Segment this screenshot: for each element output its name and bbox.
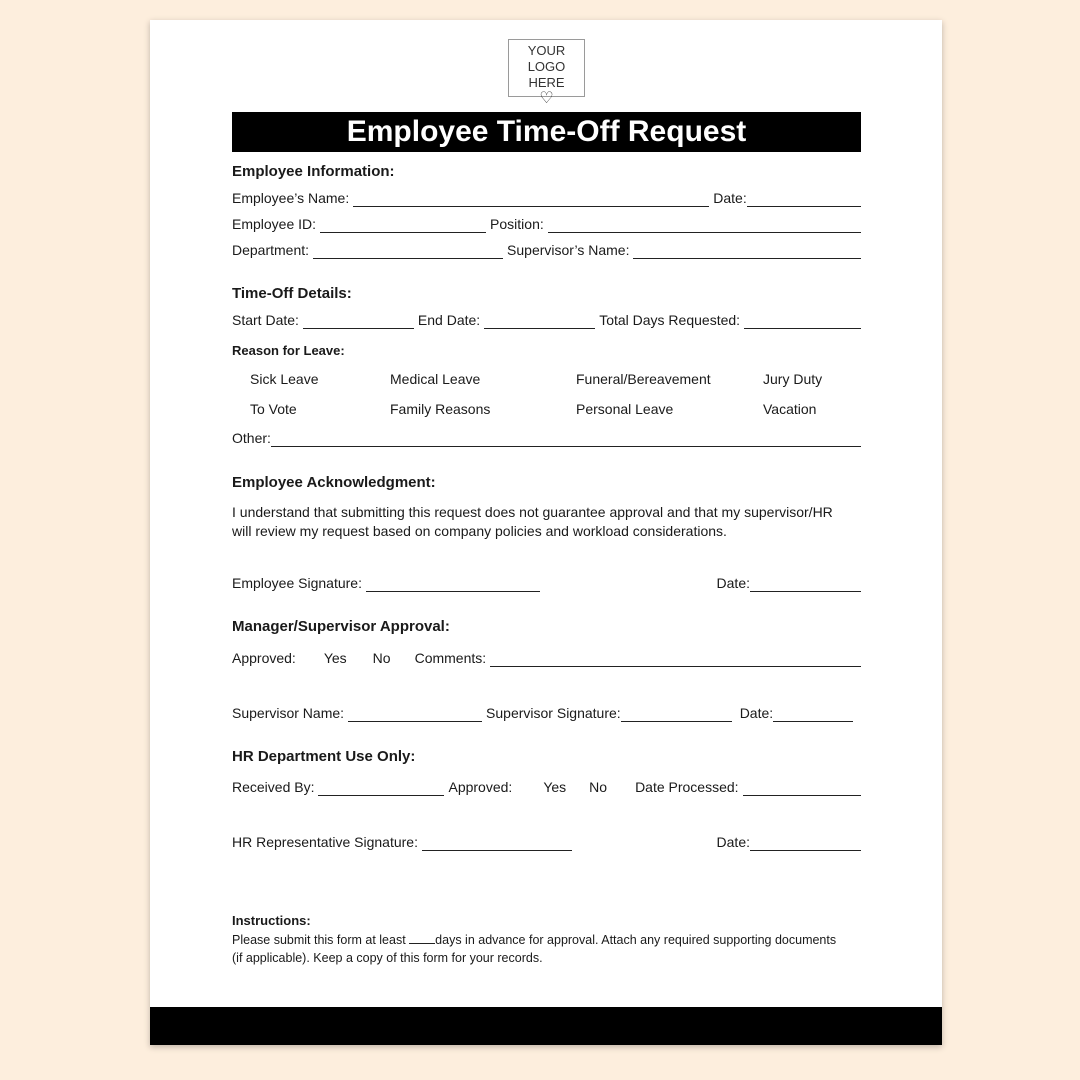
employee-signature-field[interactable] — [366, 578, 540, 592]
hr-signature-row — [232, 834, 861, 851]
hr-date-field[interactable] — [750, 837, 861, 851]
manager-approval-row — [232, 650, 861, 667]
ack-date-field[interactable] — [750, 578, 861, 592]
instructions-heading: Instructions: — [232, 913, 311, 928]
start-date-field[interactable] — [303, 315, 414, 329]
received-by-field[interactable] — [318, 782, 444, 796]
employee-name-field[interactable] — [353, 193, 709, 207]
supervisor-date-field[interactable] — [773, 708, 853, 722]
instructions-line2: (if applicable). Keep a copy of this form for your records. — [232, 951, 543, 965]
employee-id-field[interactable] — [320, 219, 486, 233]
acknowledgment-heading: Employee Acknowledgment: — [232, 474, 436, 491]
department-row — [232, 242, 861, 259]
form-page — [150, 20, 942, 1045]
hr-date-label: Date: — [716, 834, 750, 850]
supervisor-sign-row — [232, 705, 861, 722]
footer-bar — [150, 1007, 942, 1045]
advance-days-field[interactable] — [409, 932, 435, 944]
logo-text-line1: YOUR LOGO — [527, 43, 566, 74]
hr-rep-signature-label: HR Representative Signature: — [232, 834, 418, 850]
hr-no-option[interactable]: No — [589, 779, 608, 795]
other-label: Other: — [232, 430, 271, 446]
total-days-field[interactable] — [744, 315, 861, 329]
department-field[interactable] — [313, 245, 503, 259]
reason-medical-leave[interactable]: Medical Leave — [390, 371, 481, 387]
reason-jury-duty[interactable]: Jury Duty — [763, 371, 823, 387]
employee-signature-row — [232, 575, 861, 592]
end-date-field[interactable] — [484, 315, 595, 329]
date-processed-field[interactable] — [743, 782, 861, 796]
hr-yes-option[interactable]: Yes — [543, 779, 567, 795]
hr-heading: HR Department Use Only: — [232, 748, 416, 765]
position-field[interactable] — [548, 219, 861, 233]
instructions-text — [232, 931, 861, 967]
date-processed-label: Date Processed: — [635, 779, 739, 795]
manager-approved-label: Approved: — [232, 650, 296, 666]
acknowledgment-line1: I understand that submitting this request does not guarantee approval and that my supervisor/HR — [232, 504, 833, 520]
other-field[interactable] — [271, 433, 861, 447]
manager-no-option[interactable]: No — [372, 650, 391, 666]
logo-placeholder — [508, 39, 585, 107]
logo-text-line2: HERE — [528, 75, 565, 90]
employee-id-label: Employee ID: — [232, 216, 317, 232]
reason-personal[interactable]: Personal Leave — [576, 401, 674, 417]
date-field[interactable] — [747, 193, 861, 207]
reason-funeral[interactable]: Funeral/Bereavement — [576, 371, 711, 387]
reason-sick-leave[interactable]: Sick Leave — [250, 371, 319, 387]
hr-rep-signature-field[interactable] — [422, 837, 572, 851]
employee-id-row — [232, 216, 861, 233]
comments-label: Comments: — [414, 650, 487, 666]
employee-name-row — [232, 190, 861, 207]
hr-approved-label: Approved: — [448, 779, 513, 795]
supervisor-name-sign-field[interactable] — [348, 708, 482, 722]
ack-date-label: Date: — [716, 575, 750, 591]
hr-received-row — [232, 779, 861, 796]
department-label: Department: — [232, 242, 310, 258]
instructions-line1-b: days in advance for approval. Attach any required supporting documents — [435, 933, 837, 947]
comments-field[interactable] — [490, 653, 861, 667]
employee-info-heading: Employee Information: — [232, 163, 395, 180]
total-days-label: Total Days Requested: — [599, 312, 741, 328]
time-off-heading: Time-Off Details: — [232, 285, 352, 302]
position-label: Position: — [490, 216, 544, 232]
employee-signature-label: Employee Signature: — [232, 575, 362, 591]
manager-heading: Manager/Supervisor Approval: — [232, 618, 450, 635]
date-label: Date: — [713, 190, 747, 206]
reason-vacation[interactable]: Vacation — [763, 401, 817, 417]
supervisor-name-field[interactable] — [633, 245, 861, 259]
supervisor-name-sign-label: Supervisor Name: — [232, 705, 345, 721]
start-date-label: Start Date: — [232, 312, 299, 328]
supervisor-signature-label: Supervisor Signature: — [486, 705, 621, 721]
form-title: Employee Time-Off Request — [232, 112, 861, 152]
other-row — [232, 430, 861, 447]
heart-icon: ♡ — [539, 90, 554, 107]
instructions-line1-a: Please submit this form at least — [232, 933, 406, 947]
end-date-label: End Date: — [417, 312, 481, 328]
reason-family[interactable]: Family Reasons — [390, 401, 491, 417]
manager-yes-option[interactable]: Yes — [323, 650, 347, 666]
reason-heading: Reason for Leave: — [232, 343, 345, 358]
acknowledgment-line2: will review my request based on company policies and workload considerations. — [232, 523, 727, 539]
supervisor-name-label: Supervisor’s Name: — [507, 242, 630, 258]
employee-name-label: Employee’s Name: — [232, 190, 350, 206]
dates-row — [232, 312, 861, 329]
acknowledgment-text — [232, 503, 861, 541]
supervisor-signature-field[interactable] — [621, 708, 732, 722]
received-by-label: Received By: — [232, 779, 315, 795]
reason-to-vote[interactable]: To Vote — [250, 401, 297, 417]
supervisor-date-label: Date: — [739, 705, 774, 721]
